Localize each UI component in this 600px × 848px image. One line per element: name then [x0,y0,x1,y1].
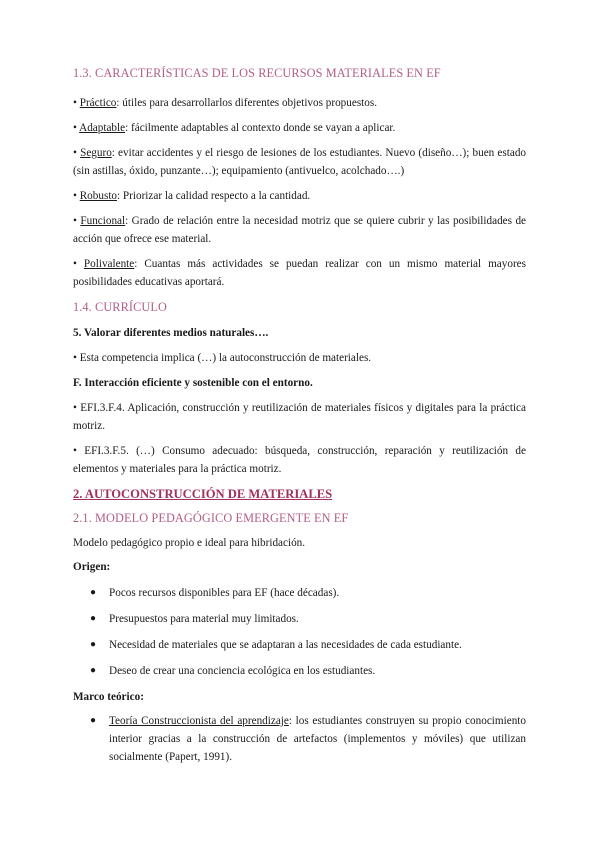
heading-2: 2. AUTOCONSTRUCCIÓN DE MATERIALES [73,487,333,501]
marco-label: Marco teórico: [73,691,144,703]
term-funcional: Funcional [80,215,126,227]
item-text: : útiles para desarrollarlos diferentes objetivos propuestos. [116,97,378,109]
bullet: ● [90,613,97,624]
item-practico [73,94,526,112]
bullet: • [73,97,77,109]
term-adaptable: Adaptable [79,122,126,134]
efi-3-f-4: • EFI.3.F.4. Aplicación, construcción y reutilización de materiales físicos y digitales para la práctica motriz. [73,402,526,432]
item-funcional [73,212,526,248]
subheading-5: 5. Valorar diferentes medios naturales…. [73,327,269,339]
bullet: • [73,190,77,202]
list-item [73,662,526,680]
list-item [73,636,526,654]
term-polivalente: Polivalente [83,258,135,270]
bullet: • [73,122,77,134]
item-polivalente [73,255,526,291]
item-text: : Grado de relación entre la necesidad motriz que se quiere cubrir y las posibilidades de acción que ofrece ese material. [73,215,526,245]
bullet: ● [90,639,97,650]
origen-label: Origen: [73,561,111,573]
item-text: : Priorizar la calidad respecto a la cantidad. [117,190,311,202]
bullet: ● [90,715,97,726]
term-construccionista: Teoría Construccionista del aprendizaje [109,715,289,727]
list-item-text: : los estudiantes construyen su propio conocimiento interior gracias a la construcción de artefactos (implementos y móviles) que utilizan socialmente (Papert, 1991). [109,715,526,763]
list-item-text: Deseo de crear una conciencia ecológica en los estudiantes. [109,665,376,677]
term-seguro: Seguro [80,147,112,159]
list-item-text: Necesidad de materiales que se adaptaran a las necesidades de cada estudiante. [109,639,462,651]
term-robusto: Robusto [79,190,118,202]
item-text: : fácilmente adaptables al contexto donde se vayan a aplicar. [125,122,396,134]
item-text: : evitar accidentes y el riesgo de lesiones de los estudiantes. Nuevo (diseño…); buen estado (sin astillas, óxido, punzante…); equipamiento (antivuelco, acolchado….) [73,147,527,177]
efi-3-f-5: • EFI.3.F.5. (…) Consumo adecuado: búsqueda, construcción, reparación y reutilización de elementos y materiales para la práctica motriz. [73,445,526,475]
bullet: • [73,215,77,227]
document-page [73,66,526,766]
origen-list [73,584,526,680]
item-adaptable [73,119,526,137]
modelo-intro: Modelo pedagógico propio e ideal para hibridación. [73,537,306,549]
bullet: • [73,147,77,159]
marco-list [73,712,526,766]
bullet: • [73,258,77,270]
list-item [73,610,526,628]
item-text: : Cuantas más actividades se puedan realizar con un mismo material mayores posibilidades educativas aportará. [73,258,527,288]
list-item [73,584,526,602]
heading-2-1: 2.1. MODELO PEDAGÓGICO EMERGENTE EN EF [73,511,349,525]
bullet: ● [90,587,97,598]
competencia-text: • Esta competencia implica (…) la autoconstrucción de materiales. [73,352,372,364]
list-item-text: Presupuestos para material muy limitados. [109,613,299,625]
item-seguro [73,144,526,180]
term-practico: Práctico [79,97,117,109]
heading-1-3: 1.3. CARACTERÍSTICAS DE LOS RECURSOS MATERIALES EN EF [73,66,441,80]
bullet: ● [90,665,97,676]
item-robusto [73,187,526,205]
list-item-text: Pocos recursos disponibles para EF (hace décadas). [109,587,340,599]
list-item [73,712,526,766]
heading-1-4: 1.4. CURRÍCULO [73,300,167,314]
subheading-f: F. Interacción eficiente y sostenible con el entorno. [73,377,313,389]
